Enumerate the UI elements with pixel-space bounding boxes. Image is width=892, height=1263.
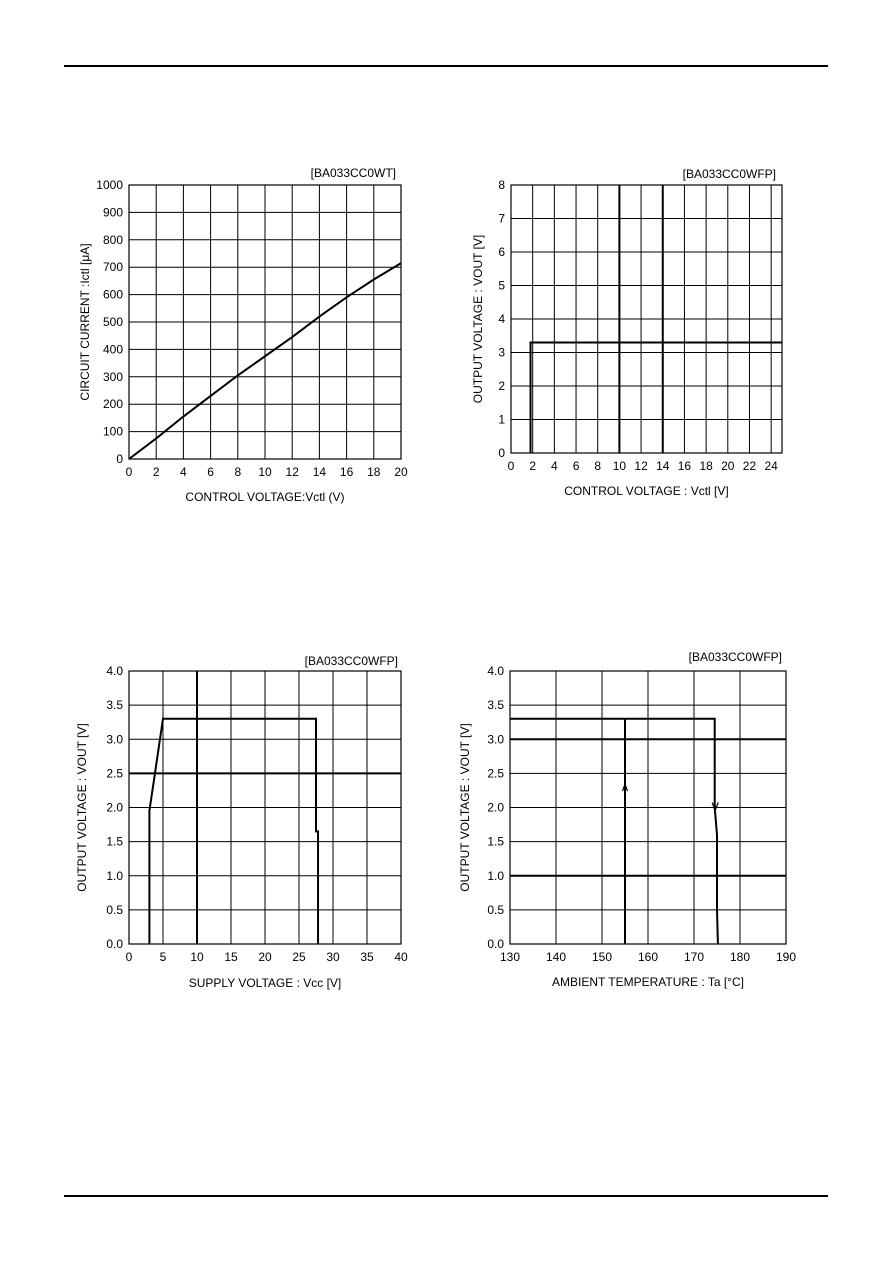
x-tick-label: 14	[312, 465, 327, 479]
x-tick-label: 4	[180, 465, 187, 479]
x-tick-label: 20	[394, 465, 408, 479]
y-tick-label: 200	[102, 397, 123, 412]
x-tick-label: 5	[159, 950, 167, 964]
x-tick-label: 16	[339, 465, 354, 479]
y-tick-label: 400	[102, 342, 123, 357]
y-tick-label: 7	[498, 211, 505, 226]
y-tick-label: 2.5	[106, 766, 123, 781]
x-tick-label: 0	[125, 950, 133, 964]
x-tick-label: 160	[637, 950, 659, 964]
part-number-tag: [BA033CC0WFP]	[304, 654, 398, 668]
x-tick-label: 180	[729, 950, 751, 964]
y-tick-label: 3.5	[106, 698, 123, 713]
y-tick-label: 1.0	[106, 868, 123, 883]
x-tick-label: 15	[224, 950, 238, 964]
y-axis-label: OUTPUT VOLTAGE : VOUT [V]	[75, 723, 89, 892]
y-tick-label: 0.5	[487, 902, 504, 917]
y-tick-label: 0.0	[487, 937, 504, 951]
x-tick-label: 10	[612, 459, 627, 473]
x-tick-label: 0	[507, 459, 515, 473]
y-tick-label: 6	[498, 245, 505, 259]
part-number-tag: [BA033CC0WFP]	[682, 167, 776, 181]
y-axis-label: CIRCUIT CURRENT :Ictl [μA]	[78, 243, 92, 401]
y-tick-label: 800	[102, 232, 123, 247]
x-axis-label: CONTROL VOLTAGE : Vctl [V]	[564, 484, 729, 498]
x-tick-label: 24	[764, 459, 778, 473]
y-tick-label: 4	[498, 312, 505, 326]
x-tick-label: 20	[721, 459, 735, 473]
x-tick-label: 6	[572, 459, 580, 473]
part-number-tag: [BA033CC0WFP]	[688, 650, 782, 664]
x-axis-label: AMBIENT TEMPERATURE : Ta [°C]	[552, 975, 744, 989]
y-tick-label: 0	[116, 452, 123, 466]
y-tick-label: 300	[102, 369, 123, 384]
y-tick-label: 500	[102, 315, 123, 329]
x-tick-label: 14	[656, 459, 670, 473]
x-tick-label: 130	[499, 950, 521, 964]
x-tick-label: 190	[775, 950, 797, 964]
x-axis-label: CONTROL VOLTAGE:Vctl (V)	[185, 490, 345, 504]
y-tick-label: 3	[498, 345, 505, 360]
y-tick-label: 5	[498, 278, 505, 293]
x-tick-label: 170	[683, 950, 705, 964]
y-tick-label: 1.0	[487, 868, 504, 883]
y-tick-label: 3.0	[487, 732, 504, 747]
x-tick-label: 140	[545, 950, 567, 964]
x-tick-label: 6	[207, 465, 214, 479]
y-axis-label: OUTPUT VOLTAGE : VOUT [V]	[458, 723, 472, 892]
x-tick-label: 30	[326, 950, 340, 964]
y-tick-label: 4.0	[487, 664, 504, 678]
y-tick-label: 0	[498, 446, 505, 460]
y-tick-label: 3.0	[106, 732, 123, 747]
y-tick-label: 2.0	[106, 800, 123, 815]
x-tick-label: 2	[529, 459, 537, 473]
y-tick-label: 1.5	[106, 834, 123, 849]
x-tick-label: 0	[125, 465, 133, 479]
y-tick-label: 1.5	[487, 834, 504, 849]
y-axis-label: OUTPUT VOLTAGE : VOUT [V]	[471, 234, 485, 404]
x-tick-label: 8	[234, 465, 242, 479]
y-tick-label: 0.5	[106, 902, 123, 917]
x-tick-label: 18	[367, 465, 381, 479]
y-tick-label: 1000	[96, 178, 123, 192]
y-tick-label: 4.0	[106, 664, 123, 678]
x-tick-label: 2	[152, 465, 160, 479]
y-tick-label: 2.0	[487, 800, 504, 815]
x-tick-label: 20	[258, 950, 272, 964]
x-tick-label: 12	[285, 465, 299, 479]
x-tick-label: 22	[742, 459, 757, 473]
y-tick-label: 1	[498, 412, 505, 427]
x-tick-label: 150	[591, 950, 613, 964]
y-tick-label: 900	[102, 205, 123, 220]
x-tick-label: 12	[634, 459, 648, 473]
y-tick-label: 700	[102, 260, 123, 275]
x-tick-label: 4	[551, 459, 558, 473]
x-tick-label: 35	[360, 950, 374, 964]
x-tick-label: 10	[258, 465, 272, 479]
x-tick-label: 16	[677, 459, 692, 473]
x-tick-label: 18	[699, 459, 713, 473]
x-tick-label: 25	[292, 950, 306, 964]
y-tick-label: 2.5	[487, 766, 504, 781]
x-axis-label: SUPPLY VOLTAGE : Vcc [V]	[188, 976, 342, 990]
part-number-tag: [BA033CC0WT]	[310, 166, 396, 180]
y-tick-label: 8	[498, 178, 505, 192]
y-tick-label: 3.5	[487, 698, 504, 713]
y-tick-label: 2	[498, 379, 505, 393]
x-tick-label: 8	[594, 459, 602, 473]
y-tick-label: 600	[102, 287, 123, 302]
y-tick-label: 100	[102, 424, 123, 439]
x-tick-label: 10	[190, 950, 204, 964]
x-tick-label: 40	[394, 950, 408, 964]
y-tick-label: 0.0	[106, 937, 123, 951]
